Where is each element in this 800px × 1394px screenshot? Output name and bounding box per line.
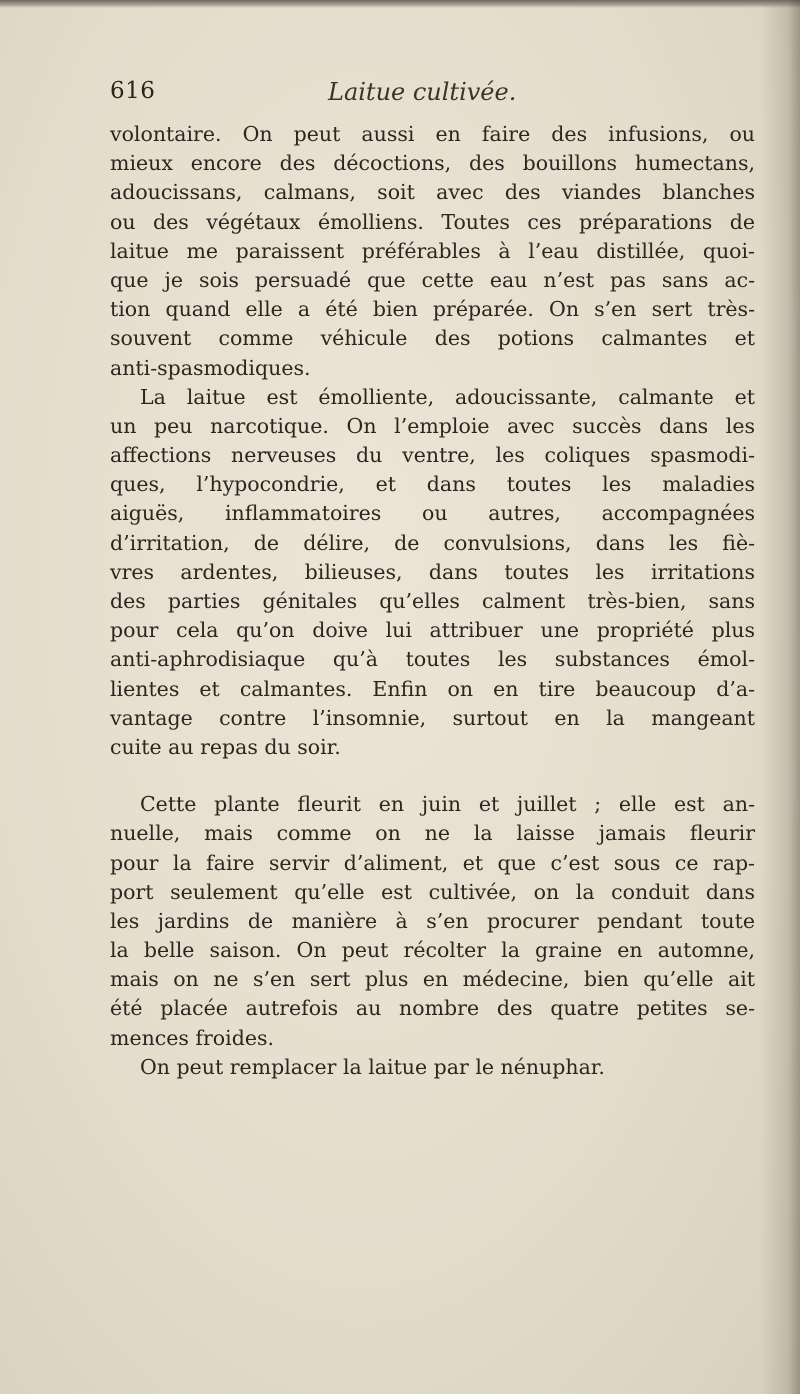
text-line: Cette plante fleurit en juin et juillet ; elle est an- <box>140 792 755 817</box>
text-line: lientes et calmantes. Enfin on en tire beaucoup d’a- <box>110 676 755 701</box>
text-line: nuelle, mais comme on ne la laisse jamais fleurir <box>110 821 755 846</box>
text-line: mences froides. <box>110 1025 274 1050</box>
paragraph <box>110 120 755 383</box>
text-line: La laitue est émolliente, adoucissante, calmante et <box>140 384 755 409</box>
text-line: un peu narcotique. On l’emploie avec succès dans les <box>110 413 755 438</box>
text-line: mieux encore des décoctions, des bouillons humectans, <box>110 151 755 176</box>
text-line: vres ardentes, bilieuses, dans toutes les irritations <box>110 559 755 584</box>
body-text <box>110 120 755 1082</box>
page-number: 616 <box>110 78 156 104</box>
text-line: souvent comme véhicule des potions calmantes et <box>110 326 755 351</box>
page-binding-shadow <box>760 0 800 1394</box>
text-line: ques, l’hypocondrie, et dans toutes les maladies <box>110 472 755 497</box>
text-line: des parties génitales qu’elles calment très-bien, sans <box>110 589 755 613</box>
text-line: les jardins de manière à s’en procurer pendant toute <box>110 908 755 933</box>
text-line: vantage contre l’insomnie, surtout en la mangeant <box>110 705 755 730</box>
text-line: que je sois persuadé que cette eau n’est pas sans ac- <box>110 267 755 292</box>
paragraph <box>110 790 755 1053</box>
text-line: été placée autrefois au nombre des quatre petites se- <box>110 996 755 1021</box>
text-line: pour la faire servir d’aliment, et que c’est sous ce rap- <box>110 850 755 875</box>
running-title: Laitue cultivée. <box>328 78 517 106</box>
text-line: aiguës, inflammatoires ou autres, accompagnées <box>110 501 755 526</box>
text-line: la belle saison. On peut récolter la graine en automne, <box>110 938 755 963</box>
page-top-shadow <box>0 0 800 8</box>
text-line: port seulement qu’elle est cultivée, on la conduit dans <box>110 879 755 904</box>
text-line: anti-spasmodiques. <box>110 355 311 380</box>
text-line: adoucissans, calmans, soit avec des viandes blanches <box>110 180 755 205</box>
text-line: tion quand elle a été bien préparée. On s’en sert très- <box>110 297 755 322</box>
text-line: laitue me paraissent préférables à l’eau distillée, quoi- <box>110 238 755 263</box>
text-line: pour cela qu’on doive lui attribuer une propriété plus <box>110 618 755 643</box>
text-line: ou des végétaux émolliens. Toutes ces préparations de <box>110 209 755 234</box>
text-line: affections nerveuses du ventre, les coliques spasmodi- <box>110 443 755 468</box>
text-line: anti-aphrodisiaque qu’à toutes les substances émol- <box>110 647 755 672</box>
page-header <box>110 78 750 118</box>
paragraph <box>110 383 755 762</box>
text-line: d’irritation, de délire, de convulsions, dans les fiè- <box>110 530 755 555</box>
text-line: volontaire. On peut aussi en faire des infusions, ou <box>110 122 755 146</box>
text-line: mais on ne s’en sert plus en médecine, bien qu’elle ait <box>110 967 755 992</box>
paragraph-gap <box>110 762 755 790</box>
paragraph <box>110 1053 755 1082</box>
text-line: On peut remplacer la laitue par le nénuphar. <box>140 1054 605 1079</box>
text-line: cuite au repas du soir. <box>110 734 341 759</box>
